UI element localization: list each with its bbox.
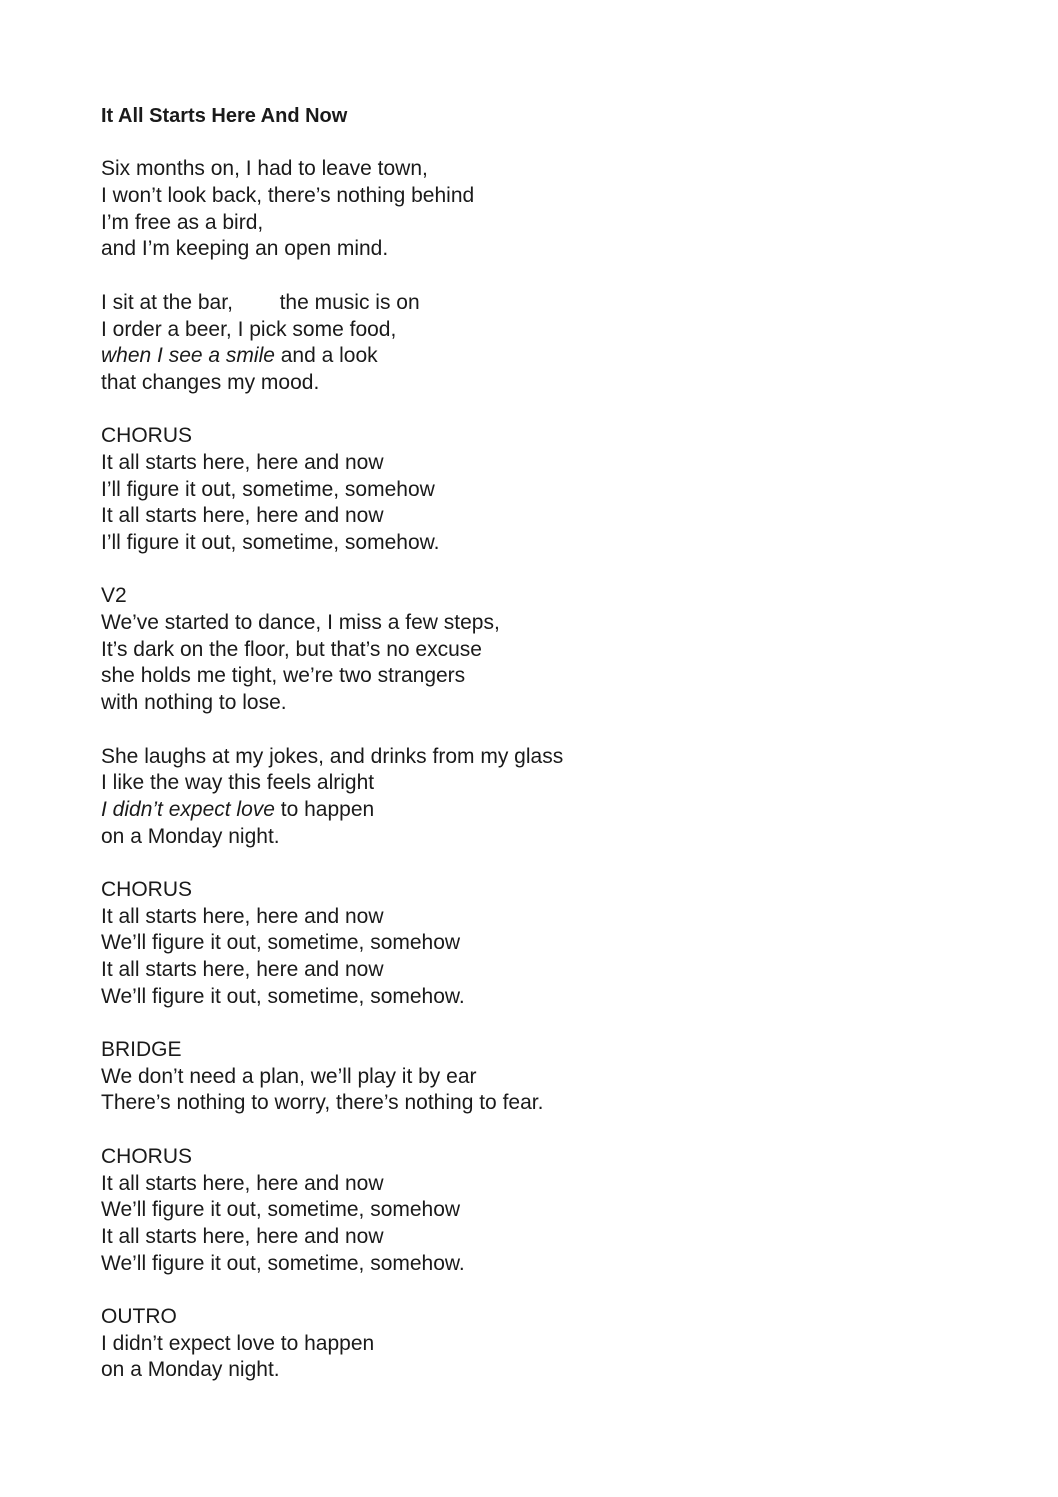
lyric-line: Six months on, I had to leave town, (101, 157, 428, 181)
section-label: CHORUS (101, 1144, 193, 1168)
lyric-line: We’ll figure it out, sometime, somehow (101, 931, 461, 955)
lyric-line: I didn’t expect love to happen (101, 1331, 375, 1355)
section-label: BRIDGE (101, 1038, 182, 1062)
lyric-line: It all starts here, here and now (101, 1171, 384, 1195)
section-label: OUTRO (101, 1304, 177, 1328)
italic-phrase: I didn’t expect love (101, 797, 275, 821)
lyric-line: It all starts here, here and now (101, 450, 384, 474)
line-rest: and a look (274, 344, 378, 368)
section-label: CHORUS (101, 877, 193, 901)
lyric-line: We’ll figure it out, sometime, somehow. (101, 1251, 465, 1275)
stanza (101, 583, 1001, 716)
lyric-line (101, 343, 1001, 370)
lyric-line: It all starts here, here and now (101, 1224, 384, 1248)
lyric-line: We’ll figure it out, sometime, somehow. (101, 984, 465, 1008)
stanza-list (101, 130, 1001, 1384)
lyric-line: I order a beer, I pick some food, (101, 317, 397, 341)
song-title: It All Starts Here And Now (101, 105, 348, 127)
stanza-spacer (101, 263, 1001, 290)
stanza-spacer (101, 1010, 1001, 1037)
italic-phrase: when I see a smile (101, 344, 275, 368)
line-rest: to happen (274, 797, 375, 821)
stanza (101, 1304, 1001, 1384)
stanza (101, 877, 1001, 1010)
section-label: V2 (101, 584, 127, 608)
lyric-line: There’s nothing to worry, there’s nothing to fear. (101, 1091, 544, 1115)
lyric-line: I like the way this feels alright (101, 771, 375, 795)
lyric-line: she holds me tight, we’re two strangers (101, 664, 466, 688)
lyric-line: It all starts here, here and now (101, 504, 384, 528)
lyric-line: It’s dark on the floor, but that’s no excuse (101, 637, 482, 661)
stanza (101, 423, 1001, 556)
lyric-line: We don’t need a plan, we’ll play it by ear (101, 1064, 477, 1088)
lyric-line: I won’t look back, there’s nothing behind (101, 184, 475, 208)
lyric-line: on a Monday night. (101, 1358, 280, 1382)
stanza-spacer (101, 850, 1001, 877)
stanza (101, 744, 1001, 851)
stanza-spacer (101, 557, 1001, 584)
lyric-line: It all starts here, here and now (101, 958, 384, 981)
lyric-line: We’ll figure it out, sometime, somehow (101, 1198, 461, 1222)
stanza-spacer (101, 397, 1001, 424)
stanza-spacer (101, 130, 1001, 157)
stanza (101, 1037, 1001, 1117)
stanza-spacer (101, 1117, 1001, 1144)
stanza (101, 156, 1001, 263)
stanza-spacer (101, 1277, 1001, 1304)
lyric-line: It all starts here, here and now (101, 904, 384, 928)
lyric-line: We’ve started to dance, I miss a few steps, (101, 611, 500, 635)
stanza (101, 290, 1001, 397)
lyric-line: I’ll figure it out, sometime, somehow. (101, 531, 440, 554)
lyric-line: and I’m keeping an open mind. (101, 237, 389, 261)
lyric-line: She laughs at my jokes, and drinks from my glass (101, 744, 564, 768)
lyric-line: I’m free as a bird, (101, 210, 264, 234)
stanza (101, 1144, 1001, 1277)
lyric-line: I’ll figure it out, sometime, somehow (101, 477, 435, 501)
lyric-line: with nothing to lose. (101, 691, 287, 715)
lyric-line: I sit at the bar, the music is on (101, 290, 420, 314)
lyric-line: on a Monday night. (101, 824, 280, 848)
section-label: CHORUS (101, 424, 193, 448)
lyric-line: that changes my mood. (101, 370, 320, 394)
stanza-spacer (101, 717, 1001, 744)
lyric-line (101, 797, 1001, 824)
lyrics-body (101, 103, 1001, 1384)
